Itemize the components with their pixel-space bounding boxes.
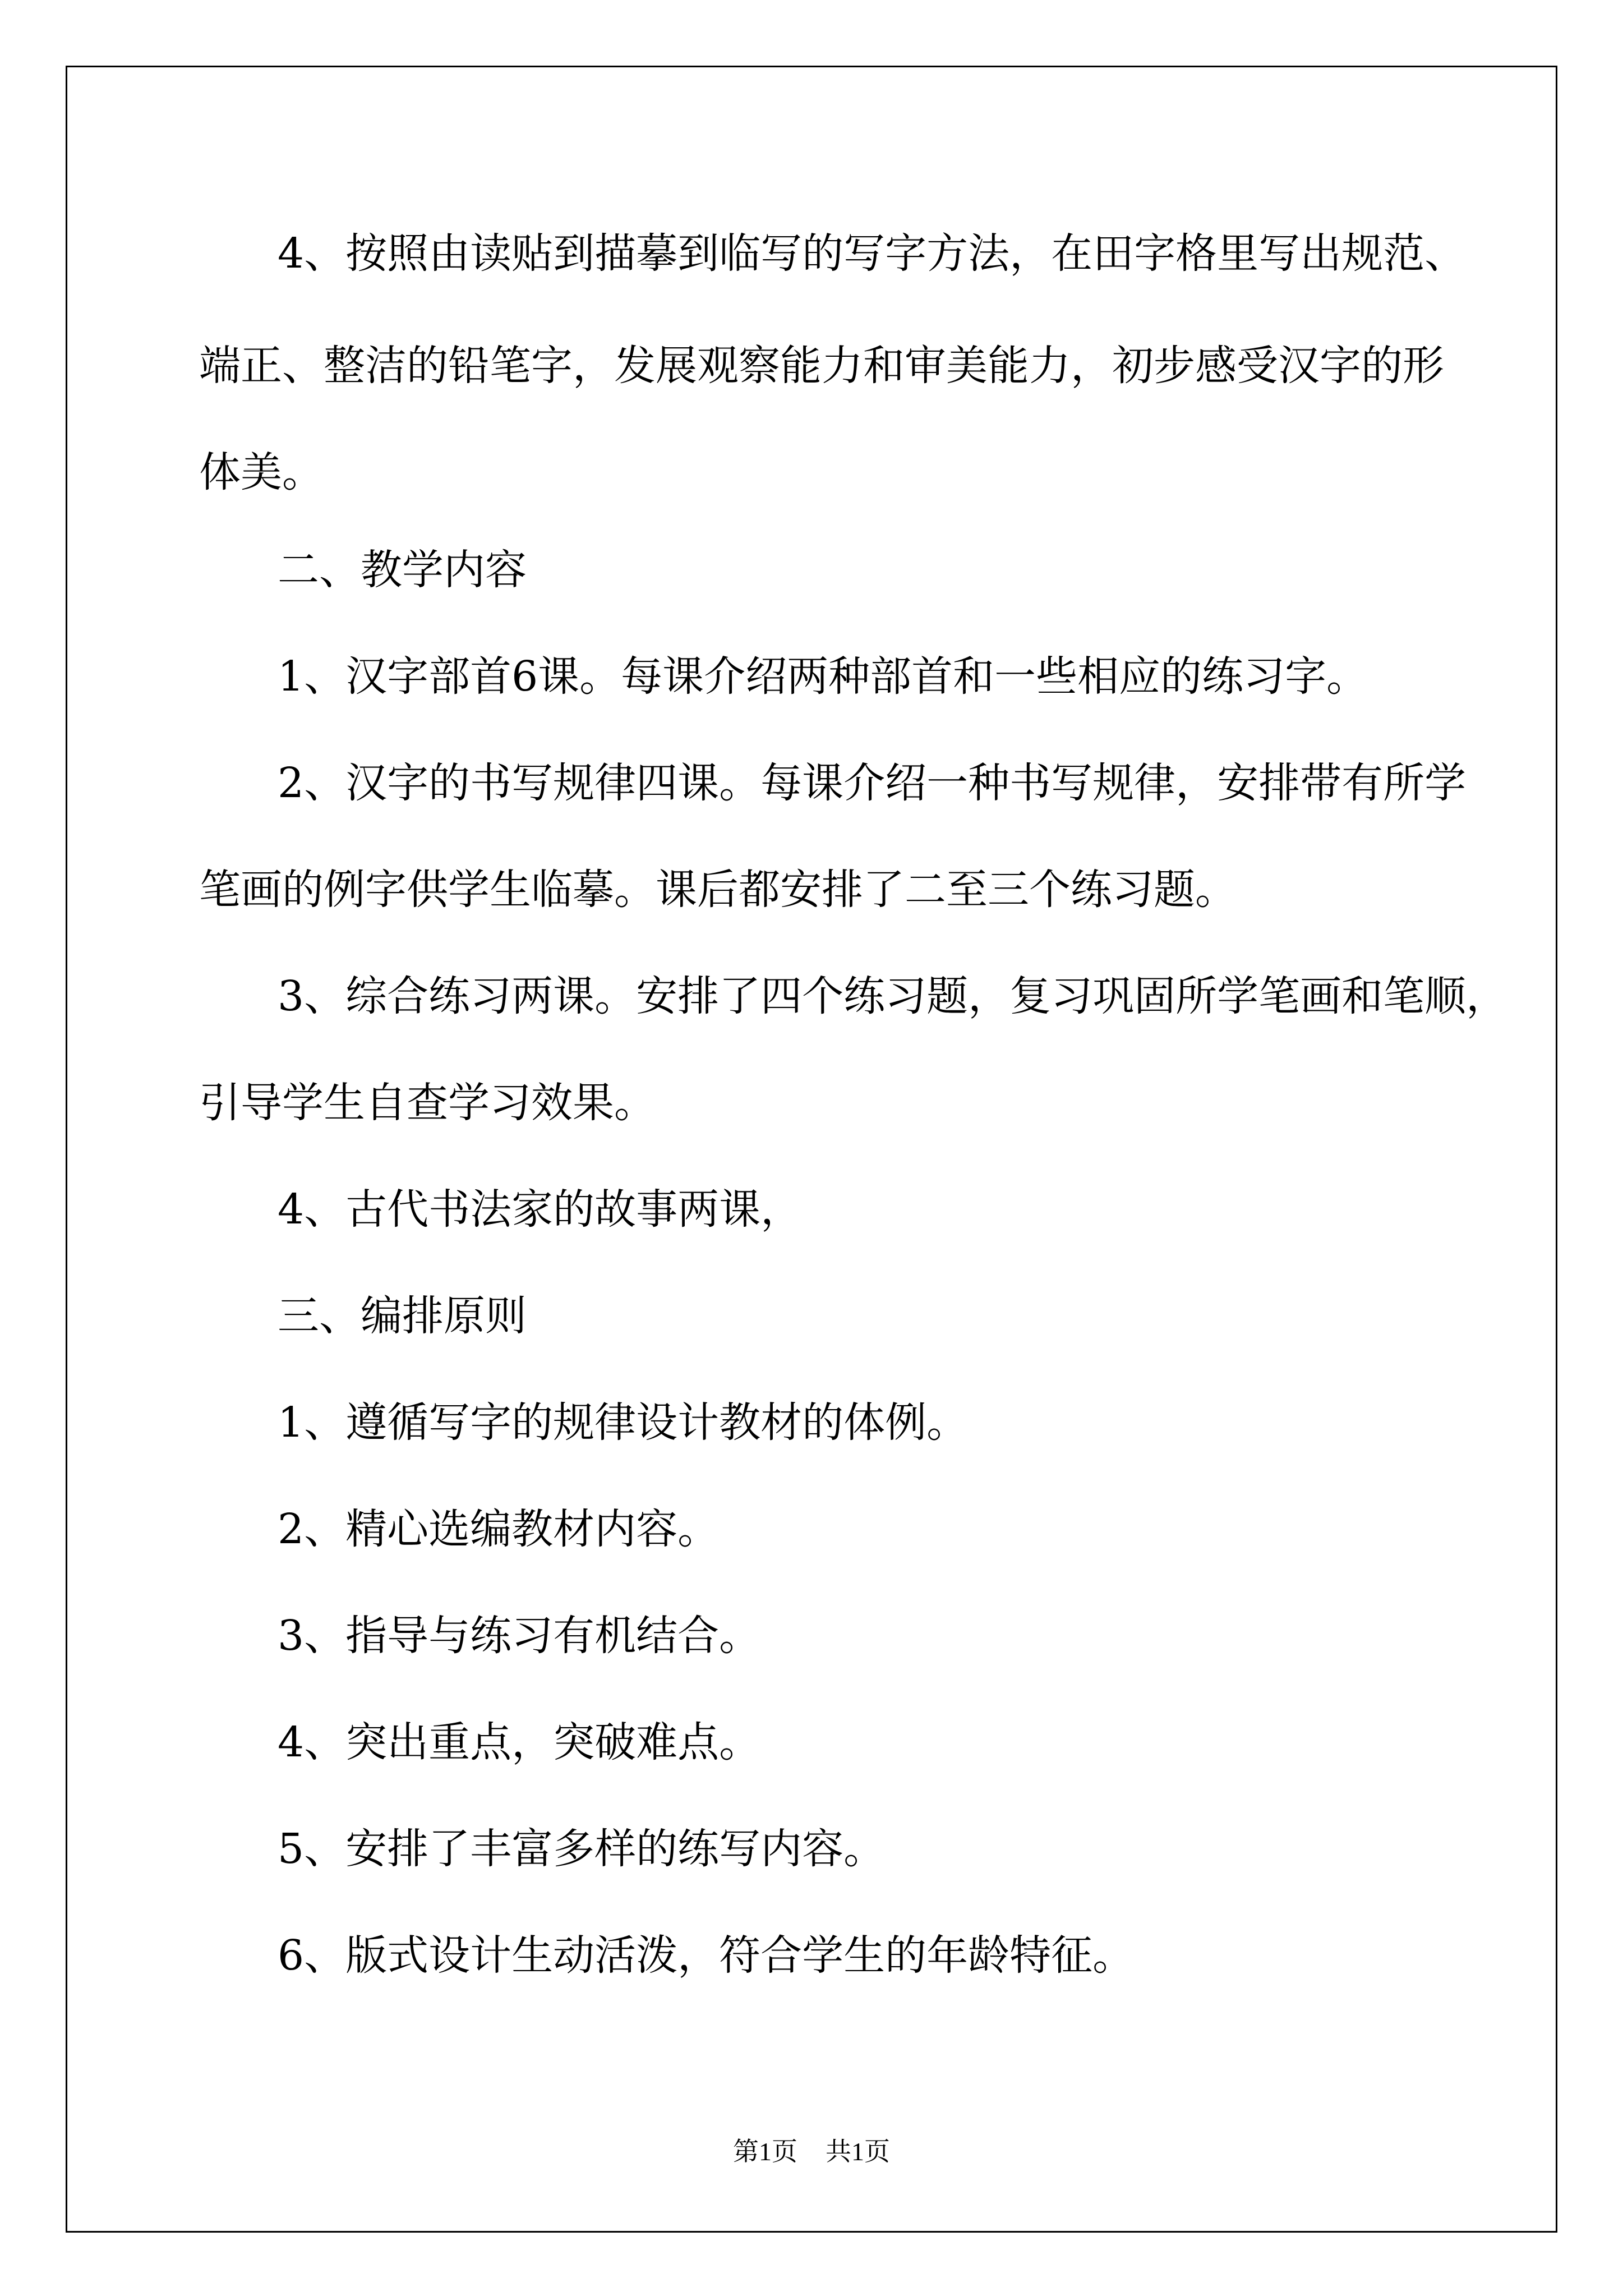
paragraph-line: 引导学生自查学习效果。 bbox=[199, 1079, 656, 1127]
paragraph-line: 2、精心选编教材内容。 bbox=[278, 1505, 720, 1553]
paragraph-line: 4、按照由读贴到描摹到临写的写字方法，在田字格里写出规范、 bbox=[278, 229, 1467, 278]
paragraph-line: 2、汉字的书写规律四课。每课介绍一种书写规律，安排带有所学 bbox=[278, 759, 1467, 807]
section-heading: 三、编排原则 bbox=[278, 1292, 527, 1340]
paragraph-line: 4、古代书法家的故事两课， bbox=[278, 1185, 803, 1234]
paragraph-line: 3、指导与练习有机结合。 bbox=[278, 1612, 761, 1660]
paragraph-line: 1、遵循写字的规律设计教材的体例。 bbox=[278, 1398, 969, 1447]
paragraph-line: 4、突出重点，突破难点。 bbox=[278, 1718, 761, 1766]
page-number-total: 共1页 bbox=[826, 2137, 890, 2166]
paragraph-line: 体美。 bbox=[199, 448, 324, 496]
paragraph-line: 5、安排了丰富多样的练写内容。 bbox=[278, 1825, 886, 1873]
paragraph-line: 笔画的例字供学生临摹。课后都安排了二至三个练习题。 bbox=[199, 866, 1237, 914]
page-number-current: 第1页 bbox=[733, 2137, 797, 2166]
paragraph-line: 6、版式设计生动活泼，符合学生的年龄特征。 bbox=[278, 1931, 1135, 1980]
paragraph-line: 端正、整洁的铅笔字，发展观察能力和审美能力，初步感受汉字的形 bbox=[199, 342, 1444, 390]
section-heading: 二、教学内容 bbox=[278, 546, 527, 594]
page-border bbox=[66, 66, 1557, 2233]
paragraph-line: 1、汉字部首6课。每课介绍两种部首和一些相应的练习字。 bbox=[278, 652, 1368, 701]
paragraph-line: 3、综合练习两课。安排了四个练习题，复习巩固所学笔画和笔顺， bbox=[278, 972, 1508, 1020]
page-footer bbox=[0, 2136, 1623, 2168]
